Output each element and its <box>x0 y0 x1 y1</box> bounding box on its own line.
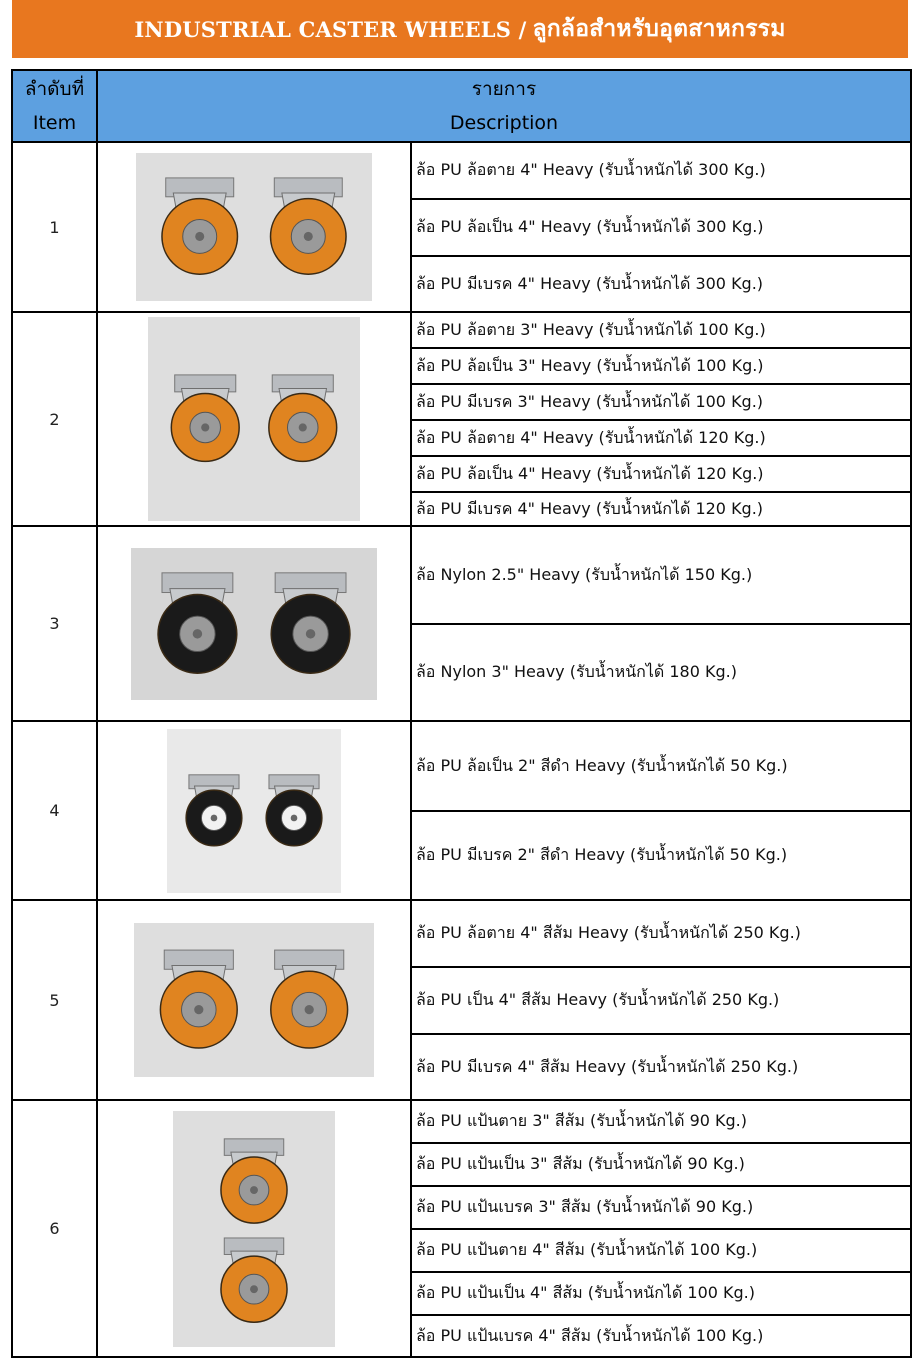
table-row <box>12 900 911 967</box>
product-image <box>97 900 411 1100</box>
product-description: ล้อ PU แป้นตาย 4" สีส้ม (รับน้ำหนักได้ 100 Kg.) <box>411 1229 911 1272</box>
product-description: ล้อ PU ล้อตาย 4" Heavy (รับน้ำหนักได้ 300 Kg.) <box>411 142 911 199</box>
caster-pu-orange-photo <box>136 153 372 301</box>
caster-pu-orange-photo <box>134 923 374 1077</box>
product-image <box>97 1100 411 1357</box>
product-image <box>97 721 411 900</box>
caster-nylon-black-photo <box>131 548 377 700</box>
item-number: 2 <box>12 312 97 526</box>
product-description: ล้อ PU มีเบรค 3" Heavy (รับน้ำหนักได้ 100 Kg.) <box>411 384 911 420</box>
product-description: ล้อ PU มีเบรค 4" Heavy (รับน้ำหนักได้ 120 Kg.) <box>411 492 911 526</box>
product-image <box>97 526 411 721</box>
desc-header-th: รายการ <box>471 78 537 100</box>
product-description: ล้อ PU แป้นเบรค 3" สีส้ม (รับน้ำหนักได้ 90 Kg.) <box>411 1186 911 1229</box>
caster-table <box>11 69 912 1358</box>
title-th: ลูกล้อสำหรับอุตสาหกรรม <box>532 16 786 42</box>
product-description: ล้อ PU มีเบรค 4" สีส้ม Heavy (รับน้ำหนักได้ 250 Kg.) <box>411 1034 911 1100</box>
product-description: ล้อ PU แป้นตาย 3" สีส้ม (รับน้ำหนักได้ 90 Kg.) <box>411 1100 911 1143</box>
product-description: ล้อ PU มีเบรค 2" สีดำ Heavy (รับน้ำหนักได้ 50 Kg.) <box>411 811 911 900</box>
desc-header-en: Description <box>449 112 559 134</box>
table-row <box>12 312 911 348</box>
product-description: ล้อ PU ล้อตาย 3" Heavy (รับน้ำหนักได้ 100 Kg.) <box>411 312 911 348</box>
product-image <box>97 142 411 312</box>
table-header <box>12 70 911 142</box>
product-description: ล้อ PU แป้นเป็น 4" สีส้ม (รับน้ำหนักได้ 100 Kg.) <box>411 1272 911 1315</box>
product-description: ล้อ PU ล้อตาย 4" Heavy (รับน้ำหนักได้ 120 Kg.) <box>411 420 911 456</box>
caster-pu-orange-photo <box>173 1111 335 1347</box>
table-row <box>12 142 911 199</box>
product-description: ล้อ Nylon 3" Heavy (รับน้ำหนักได้ 180 Kg.) <box>411 624 911 721</box>
table-row <box>12 1100 911 1143</box>
product-description: ล้อ Nylon 2.5" Heavy (รับน้ำหนักได้ 150 Kg.) <box>411 526 911 624</box>
caster-pu-orange-photo <box>148 317 360 521</box>
description-column-header <box>97 70 911 142</box>
table-body <box>12 142 911 1357</box>
item-number: 3 <box>12 526 97 721</box>
title-banner <box>12 0 908 58</box>
product-image <box>97 312 411 526</box>
title-en: INDUSTRIAL CASTER WHEELS / <box>134 16 527 42</box>
product-description: ล้อ PU ล้อเป็น 4" Heavy (รับน้ำหนักได้ 120 Kg.) <box>411 456 911 492</box>
item-header-en: Item <box>32 112 77 134</box>
product-description: ล้อ PU ล้อเป็น 2" สีดำ Heavy (รับน้ำหนักได้ 50 Kg.) <box>411 721 911 811</box>
item-number: 6 <box>12 1100 97 1357</box>
item-column-header <box>12 70 97 142</box>
item-number: 5 <box>12 900 97 1100</box>
caster-pu-black-photo <box>167 729 341 893</box>
item-number: 4 <box>12 721 97 900</box>
product-description: ล้อ PU แป้นเบรค 4" สีส้ม (รับน้ำหนักได้ 100 Kg.) <box>411 1315 911 1357</box>
product-description: ล้อ PU มีเบรค 4" Heavy (รับน้ำหนักได้ 300 Kg.) <box>411 256 911 312</box>
product-description: ล้อ PU แป้นเป็น 3" สีส้ม (รับน้ำหนักได้ 90 Kg.) <box>411 1143 911 1186</box>
table-row <box>12 526 911 624</box>
product-description: ล้อ PU ล้อเป็น 3" Heavy (รับน้ำหนักได้ 100 Kg.) <box>411 348 911 384</box>
item-header-th: ลำดับที่ <box>24 78 85 100</box>
product-description: ล้อ PU ล้อเป็น 4" Heavy (รับน้ำหนักได้ 300 Kg.) <box>411 199 911 256</box>
product-description: ล้อ PU เป็น 4" สีส้ม Heavy (รับน้ำหนักได้ 250 Kg.) <box>411 967 911 1034</box>
item-number: 1 <box>12 142 97 312</box>
table-row <box>12 721 911 811</box>
product-description: ล้อ PU ล้อตาย 4" สีส้ม Heavy (รับน้ำหนักได้ 250 Kg.) <box>411 900 911 967</box>
